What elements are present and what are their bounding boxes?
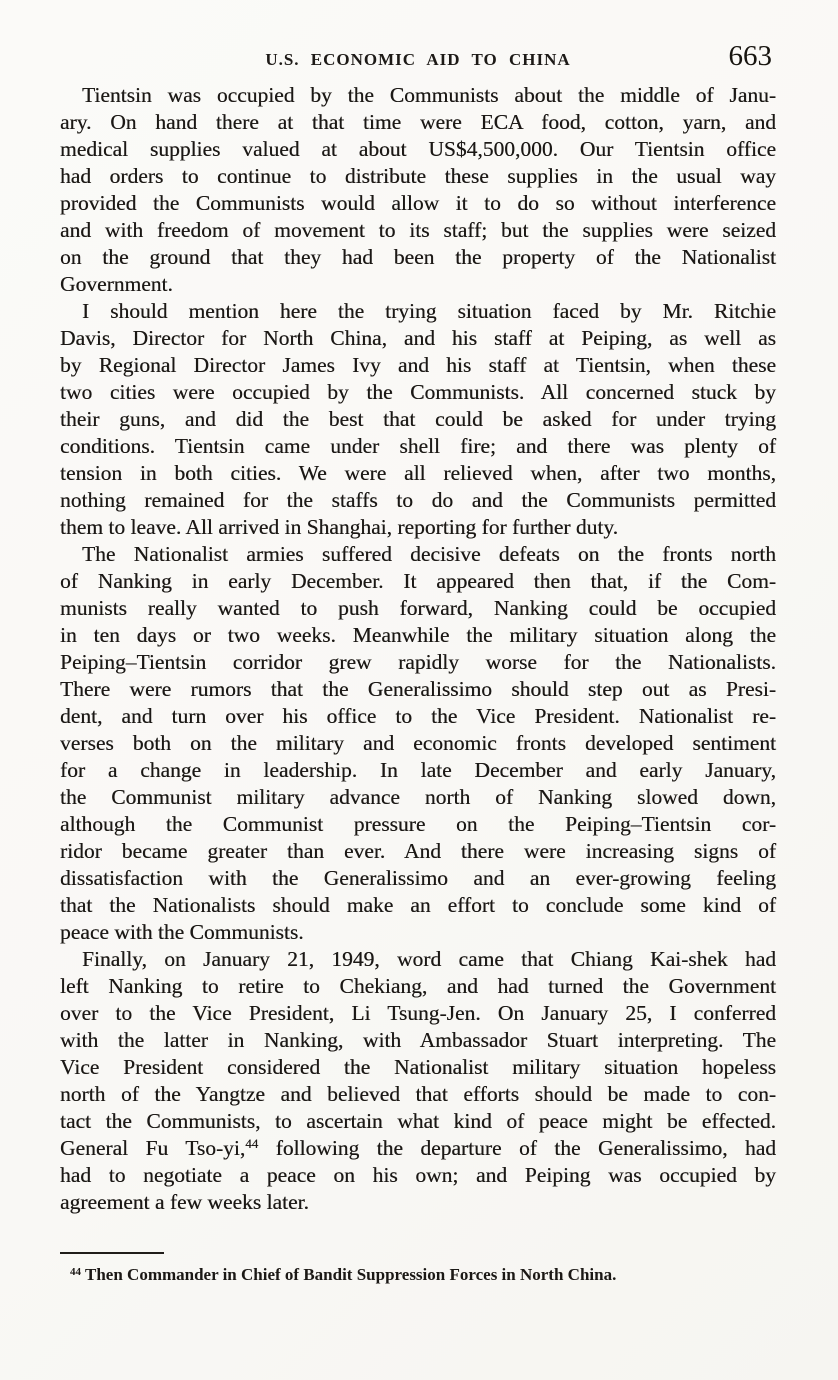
text-line: dent, and turn over his office to the Vice President. Nationalist re- — [60, 704, 776, 728]
text-line: verses both on the military and economic fronts developed sentiment — [60, 731, 776, 755]
page-header — [60, 40, 776, 76]
text-line: Finally, on January 21, 1949, word came that Chiang Kai-shek had — [82, 947, 776, 971]
text-line: I should mention here the trying situation faced by Mr. Ritchie — [82, 299, 776, 323]
text-line: in ten days or two weeks. Meanwhile the military situation along the — [60, 623, 776, 647]
footnote-marker: 44 — [70, 1266, 81, 1278]
text-line: There were rumors that the Generalissimo should step out as Presi- — [60, 677, 776, 701]
text-line: the Communist military advance north of Nanking slowed down, — [60, 785, 776, 809]
text-line: them to leave. All arrived in Shanghai, reporting for further duty. — [60, 515, 619, 539]
text-line: Vice President considered the Nationalist military situation hopeless — [60, 1055, 776, 1079]
footnote-reference: 44 — [245, 1136, 259, 1151]
text-line: ridor became greater than ever. And there were increasing signs of — [60, 839, 776, 863]
paragraph — [60, 298, 776, 541]
text-line: two cities were occupied by the Communists. All concerned stuck by — [60, 380, 776, 404]
text-line: munists really wanted to push forward, Nanking could be occupied — [60, 596, 776, 620]
text-line: ary. On hand there at that time were ECA food, cotton, yarn, and — [60, 110, 776, 134]
footnote — [60, 1261, 776, 1286]
text-line: of Nanking in early December. It appeared then that, if the Com- — [60, 569, 776, 593]
text-segment: following the departure of the Generalissimo, had — [258, 1136, 776, 1160]
text-line: for a change in leadership. In late December and early January, — [60, 758, 776, 782]
page-number: 663 — [728, 40, 772, 72]
page-body — [60, 82, 776, 1216]
text-line: by Regional Director James Ivy and his staff at Tientsin, when these — [60, 353, 776, 377]
paragraph — [60, 541, 776, 946]
text-line: The Nationalist armies suffered decisive defeats on the fronts north — [82, 542, 776, 566]
text-line: that the Nationalists should make an effort to conclude some kind of — [60, 893, 776, 917]
text-line: their guns, and did the best that could be asked for under trying — [60, 407, 776, 431]
text-line: provided the Communists would allow it to do so without interference — [60, 191, 776, 215]
text-line: Peiping–Tientsin corridor grew rapidly worse for the Nationalists. — [60, 650, 776, 674]
text-line: peace with the Communists. — [60, 920, 304, 944]
footnote-separator — [60, 1252, 164, 1254]
text-line: although the Communist pressure on the Peiping–Tientsin cor- — [60, 812, 776, 836]
text-line: had orders to continue to distribute these supplies in the usual way — [60, 164, 776, 188]
paragraph — [60, 82, 776, 298]
paragraph — [60, 946, 776, 1216]
text-line: with the latter in Nanking, with Ambassador Stuart interpreting. The — [60, 1028, 776, 1052]
text-line: nothing remained for the staffs to do and the Communists permitted — [60, 488, 776, 512]
text-line: medical supplies valued at about US$4,500,000. Our Tientsin office — [60, 137, 776, 161]
text-line: had to negotiate a peace on his own; and Peiping was occupied by — [60, 1163, 776, 1187]
text-line: agreement a few weeks later. — [60, 1190, 309, 1214]
running-title: U.S. ECONOMIC AID TO CHINA — [265, 50, 571, 69]
text-line: north of the Yangtze and believed that efforts should be made to con- — [60, 1082, 776, 1106]
text-line: and with freedom of movement to its staff; but the supplies were seized — [60, 218, 776, 242]
text-line: Tientsin was occupied by the Communists about the middle of Janu- — [82, 83, 776, 107]
text-line: tension in both cities. We were all relieved when, after two months, — [60, 461, 776, 485]
text-line: Government. — [60, 272, 173, 296]
text-line — [60, 1135, 776, 1162]
text-line: on the ground that they had been the property of the Nationalist — [60, 245, 776, 269]
text-line: Davis, Director for North China, and his staff at Peiping, as well as — [60, 326, 776, 350]
text-line: conditions. Tientsin came under shell fire; and there was plenty of — [60, 434, 776, 458]
text-line: left Nanking to retire to Chekiang, and had turned the Government — [60, 974, 776, 998]
text-line: dissatisfaction with the Generalissimo and an ever-growing feeling — [60, 866, 776, 890]
text-line: over to the Vice President, Li Tsung-Jen. On January 25, I conferred — [60, 1001, 776, 1025]
text-line: tact the Communists, to ascertain what kind of peace might be effected. — [60, 1109, 776, 1133]
footnote-text: Then Commander in Chief of Bandit Suppression Forces in North China. — [85, 1265, 617, 1284]
text-segment: General Fu Tso-yi, — [60, 1136, 246, 1160]
